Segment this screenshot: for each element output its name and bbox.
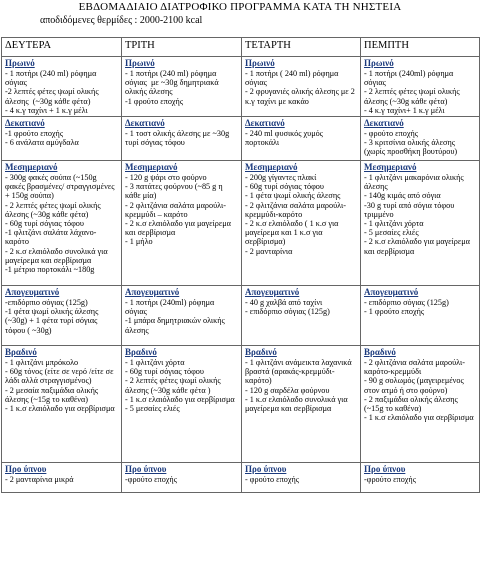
food-item: - επιδόρπιο σόγιας (125g) [245,307,330,317]
meal-heading: Προ ύπνου [245,464,287,475]
meal-heading: Πρωινό [5,58,35,68]
food-item: - 1 κ.σ ελαιόλαδο συνολικά για μαγείρεμα και σερβίρισμα [245,394,350,414]
days-header-row [2,38,480,57]
food-item: - 1 φλιτζάνι μακαρόνια ολικής άλεσης [364,173,466,192]
meal-row-morning-snack [2,117,480,161]
meal-heading: Βραδινό [364,347,396,358]
meal-cell [242,161,361,286]
food-item: - 240 ml φυσικός χυμός πορτοκάλι [245,129,325,148]
meal-cell [361,286,480,346]
meal-heading: Μεσημεριανό [245,162,298,173]
meal-cell [2,161,122,286]
food-item: - 2 κ.σ ελαιόλαδο για μαγείρεμα και σερβίρισμα [125,219,234,238]
food-item: - φρούτο εποχής [364,129,418,139]
meal-cell [361,346,480,463]
food-item: - 1 μήλο [125,237,153,247]
food-item: - 90 g σολωμός (μαγειρεμένος στον ατμό ή στο φούρνο) [364,376,466,395]
meal-cell [2,286,122,346]
meal-cell [242,463,361,493]
meal-heading: Μεσημεριανό [5,162,58,173]
food-item: - 1 ποτήρι (240ml) ρόφημα σόγιας [364,69,456,88]
weekly-plan-table [1,37,480,493]
meal-heading: Απογευματινό [125,287,180,298]
meal-cell [122,286,242,346]
food-item: - 3 κριτσίνια ολικής άλεσης (χωρίς προσθήκη βουτύρου) [364,138,458,157]
meal-heading: Βραδινό [125,347,157,358]
food-item: - 1 ποτήρι (240 ml) ρόφημα σόγιας [5,69,99,88]
meal-heading: Βραδινό [5,347,37,358]
meal-heading: Μεσημεριανό [364,162,417,173]
food-item: - 2 κ.σ ελαιόλαδο ( 1 κ.σ για μαγείρεμα και 1 κ.σ για σερβίρισμα) [245,219,341,247]
meal-row-afternoon-snack [2,286,480,346]
food-item: - 2 κ.σ ελαιόλαδο συνολικά για μαγείρεμα και σερβίρισμα [5,246,110,265]
meal-heading: Πρωινό [364,58,394,68]
plan-body [2,57,480,493]
day-header: ΤΕΤΑΡΤΗ [242,38,361,57]
food-item: -1 φέτα ψωμί ολικής άλεσης (~30g) + 1 φέτα τυρί σόγιας τόφου ( ~30g) [5,307,101,335]
food-item: - 2 φλιτζάνια σαλάτα μαρούλι-καρότο-κρεμμύδι [364,358,465,377]
food-item: -επιδόρπιο σόγιας (125g) [5,298,88,308]
food-item: -1 μπάρα δημητριακών ολικής άλεσης [125,316,227,335]
food-item: - 5 μεσαίες ελιές [364,228,419,238]
food-item: - 140g κιμάς από σόγια [364,191,441,201]
calories-subtitle: αποδιδόμενες θερμίδες : 2000-2100 kcal [40,15,203,26]
food-item: - 1 ποτήρι (240ml) ρόφημα σόγιας [125,298,217,317]
food-item: -1 μέτριο πορτοκάλι ~180g [5,265,95,275]
meal-cell [361,161,480,286]
food-item: - 2 παξιμάδια ολικής άλεσης (~15g το καθένα) [364,394,460,414]
food-item: - 2 κ.σ ελαιόλαδο για μαγείρεμα και σερβίρισμα [364,237,473,256]
food-item: - 2 μανταρίνια [245,246,293,256]
day-header: ΔΕΥΤΕΡΑ [2,38,122,57]
food-item: - 200g γίγαντες πλακί [245,173,317,183]
meal-heading: Μεσημεριανό [125,162,178,173]
food-item: - 1 φρούτο εποχής [364,307,425,317]
food-item: - 1 φέτα ψωμί ολικής άλεσης [245,191,341,201]
food-item: - 4 κ.γ ταχίνι+ 1 κ.γ μέλι [364,105,445,115]
food-item: - 60g τυρί σόγιας τόφου [245,182,324,192]
food-item: - 2 μανταρίνια μικρά [5,475,74,485]
meal-heading: Πρωινό [125,58,155,68]
meal-heading: Δεκατιανό [125,118,165,129]
meal-heading: Απογευματινό [5,287,60,298]
food-item: - 60g τόνος (είτε σε νερό /είτε σε λάδι αλλά στραγγισμένος) [5,367,116,386]
food-item: - 2 φρυγανιές ολικής άλεσης με 2 κ.γ ταχίνι με κακάο [245,87,357,106]
food-item: - 120 g σαρδέλα φούρνου [245,385,330,395]
meal-cell [2,117,122,161]
food-item: - 2 φλιτζάνια σαλάτα μαρούλι-κρεμμύδι-καρότο [245,200,346,219]
food-item: - 1 φλιτζάνι μπρόκολο [5,358,79,368]
meal-cell [2,346,122,463]
food-item: - 1 ποτήρι (240 ml) ρόφημα σόγιας με ~30g δημητριακά ολικής άλεσης [125,69,221,97]
food-item: - 1 κ.σ ελαιόλαδο για σερβίρισμα [125,394,235,404]
meal-row-before-bed [2,463,480,493]
food-item: - 1 κ.σ ελαιόλαδο για σερβίρισμα [5,404,115,414]
food-item: - 120 g ψάρι στο φούρνο [125,173,207,183]
food-item: - 60g τυρί σόγιας τόφου [125,367,204,377]
food-item: - 1 φλιτζάνι χόρτα [125,358,185,368]
meal-row-dinner [2,346,480,463]
food-item: -φρούτο εποχής [364,475,416,485]
meal-heading: Προ ύπνου [125,464,167,475]
meal-row-breakfast [2,57,480,117]
food-item: -30 g τυρί από σόγια τόφου τριμμένο [364,200,457,219]
food-item: - 1 κ.σ ελαιόλαδο για σερβίρισμα [364,413,474,423]
food-item: - 4 κ.γ ταχίνι + 1 κ.γ μέλι [5,105,88,115]
food-item: - 2 λεπτές φέτες ψωμί ολικής άλεσης (~30g κάθε φέτα ) [125,376,223,395]
meal-cell [361,117,480,161]
food-item: - 1 φλιτζάνι χόρτα [364,219,424,229]
food-item: - 6 ανάλατα αμύγδαλα [5,138,79,148]
meal-cell [361,57,480,117]
food-item: - 2 λεπτές φέτες ψωμί ολικής άλεσης (~30g κάθε φέτα) [364,87,462,106]
meal-heading: Προ ύπνου [364,464,406,475]
food-item: - 1 φλιτζάνι ανάμεικτα λαχανικά βραστά (αρακάς-κρεμμύδι-καρότο) [245,358,354,386]
meal-cell [242,117,361,161]
meal-heading: Δεκατιανό [245,118,285,129]
meal-cell [122,161,242,286]
meal-row-lunch [2,161,480,286]
food-item: - 2 φλιτζάνια σαλάτα μαρούλι-κρεμμύδι – καρότο [125,200,226,219]
food-item: - φρούτο εποχής [245,475,299,485]
meal-heading: Προ ύπνου [5,464,47,475]
meal-heading: Πρωινό [245,58,275,68]
food-item: - 5 μεσαίες ελιές [125,404,180,414]
food-item: - 2 λεπτές φέτες ψωμί ολικής άλεσης (~30g κάθε φέτα) [5,200,103,219]
food-item: -1 φλιτζάνι σαλάτα λάχανο-καρότο [5,228,97,247]
meal-cell [122,57,242,117]
food-item: - 300g φακές σούπα (~150g φακές βρασμένες/ στραγγισμένες + 150g σούπα) [5,173,117,201]
meal-cell [242,57,361,117]
meal-cell [242,286,361,346]
meal-cell [242,346,361,463]
meal-heading: Βραδινό [245,347,277,358]
food-item: - 1 ποτήρι ( 240 ml) ρόφημα σόγιας [245,69,341,88]
meal-cell [2,463,122,493]
meal-cell [122,463,242,493]
meal-cell [361,463,480,493]
meal-cell [122,346,242,463]
page-title: ΕΒΔΟΜΑΔΙΑΙΟ ΔΙΑΤΡΟΦΙΚΟ ΠΡΟΓΡΑΜΜΑ ΚΑΤΑ ΤΗ ΝΗΣΤΕΙΑ [78,1,402,13]
food-item: - 3 πατάτες φούρνου (~85 g η κάθε μία) [125,182,225,201]
meal-heading: Δεκατιανό [5,118,45,129]
meal-heading: Απογευματινό [364,287,419,298]
food-item: -1 φρούτο εποχής [5,129,64,139]
meal-cell [122,117,242,161]
meal-cell [2,57,122,117]
food-item: - 1 τοστ ολικής άλεσης με ~30g τυρί σόγιας τόφου [125,129,232,148]
day-header: ΤΡΙΤΗ [122,38,242,57]
food-item: - επιδόρπιο σόγιας (125g) [364,298,449,308]
food-item: -1 φρούτο εποχής [125,96,184,106]
food-item: - 60g τυρί σόγιας τόφου [5,219,84,229]
food-item: -φρούτο εποχής [125,475,177,485]
food-item: -2 λεπτές φέτες ψωμί ολικής άλεσης (~30g κάθε φέτα) [5,87,101,106]
meal-heading: Απογευματινό [245,287,300,298]
food-item: - 2 μεσαία παξιμάδια ολικής άλεσης (~15g το καθένα) [5,385,101,404]
day-header: ΠΕΜΠΤΗ [361,38,480,57]
meal-heading: Δεκατιανό [364,118,404,129]
food-item: - 40 g χαλβά από ταχίνι [245,298,323,308]
